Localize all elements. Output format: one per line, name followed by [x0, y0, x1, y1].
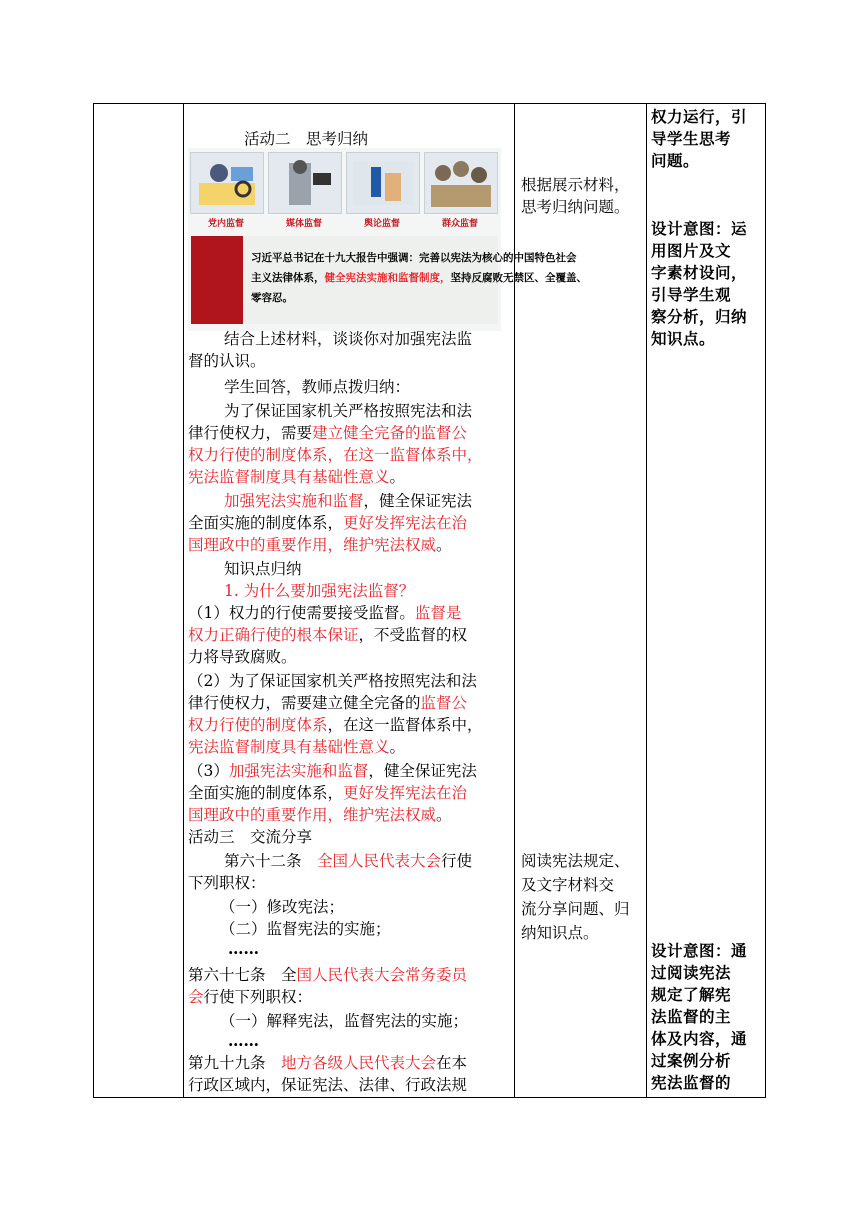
empty-column-cell [94, 104, 184, 1098]
quote-banner [191, 236, 587, 324]
image-label: 舆论监督 [363, 219, 400, 229]
banner-text: 主义法律体系，健全宪法实施和监督制度，坚持反腐败无禁区、全覆盖、 [251, 272, 587, 284]
article-text: 会行使下列职权： [188, 988, 313, 1006]
design-text: 引导学生观 [651, 285, 732, 304]
design-text: 规定了解宪 [651, 985, 732, 1004]
article-text: 第六十二条 全国人民代表大会行使 [224, 852, 473, 870]
student-activity-text: 根据展示材料， [521, 176, 630, 194]
image-label: 群众监督 [441, 219, 478, 229]
article-text: 第六十七条 全国人民代表大会常务委员 [188, 966, 468, 984]
design-text: 体及内容，通 [651, 1029, 748, 1048]
student-activity-text: 思考归纳问题。 [521, 198, 630, 216]
design-text: 察分析，归纳 [651, 307, 748, 326]
knowledge-text: 权力行使的制度体系，在这一监督体系中， [188, 716, 483, 734]
article-text: 行政区域内，保证宪法、法律、行政法规 [188, 1076, 468, 1094]
media-supervision-image [268, 152, 342, 214]
public-opinion-supervision-image [346, 152, 420, 214]
paragraph-text: 权力行使的制度体系，在这一监督体系中， [188, 446, 483, 464]
knowledge-text: 律行使权力，需要建立健全完备的监督公 [188, 694, 468, 712]
article-text: 第九十九条 地方各级人民代表大会在本 [188, 1054, 468, 1072]
knowledge-text: 权力正确行使的根本保证，不受监督的权 [188, 626, 468, 644]
knowledge-text: 宪法监督制度具有基础性意义。 [188, 738, 406, 756]
paragraph-text: 全面实施的制度体系，更好发挥宪法在治 [188, 514, 468, 532]
design-text: 问题。 [651, 151, 700, 170]
knowledge-text: 力将导致腐败。 [188, 648, 297, 666]
paragraph-text: 宪法监督制度具有基础性意义。 [188, 468, 406, 486]
student-activity-text: 纳知识点。 [521, 924, 599, 942]
paragraph-text: 为了保证国家机关严格按照宪法和法 [224, 402, 473, 420]
ellipsis-text: …… [228, 939, 259, 958]
mass-supervision-image [424, 152, 498, 214]
banner-text: 零容忍。 [251, 292, 293, 304]
knowledge-title: 知识点归纳 [224, 560, 302, 578]
lesson-table [93, 103, 766, 1098]
design-text: 设计意图：通 [651, 941, 748, 960]
knowledge-text: 国理政中的重要作用，维护宪法权威。 [188, 806, 452, 824]
article-item: （一）修改宪法； [220, 898, 345, 916]
image-label: 媒体监督 [285, 219, 322, 229]
question-text: 结合上述材料，谈谈你对加强宪法监 [224, 330, 473, 348]
design-text: 过案例分析 [651, 1051, 732, 1070]
knowledge-text: 全面实施的制度体系，更好发挥宪法在治 [188, 784, 468, 802]
image-label: 党内监督 [207, 219, 244, 229]
design-text: 导学生思考 [651, 129, 732, 148]
party-supervision-image [190, 152, 264, 214]
design-text: 设计意图：运 [651, 219, 748, 238]
design-text: 宪法监督的 [651, 1073, 732, 1092]
article-item: （一）解释宪法，监督宪法的实施； [220, 1012, 469, 1030]
student-activity-text: 及文字材料交 [521, 876, 615, 894]
constitution-book-icon [191, 236, 243, 324]
article-item: （二）监督宪法的实施； [220, 920, 391, 938]
design-text: 权力运行，引 [651, 107, 748, 126]
knowledge-text: （1）权力的行使需要接受监督。监督是 [188, 604, 462, 622]
activity-three-title: 活动三 交流分享 [188, 828, 313, 846]
article-text: 下列职权： [188, 874, 266, 892]
question-text: 督的认识。 [188, 352, 266, 370]
paragraph-text: 律行使权力，需要建立健全完备的监督公 [188, 424, 468, 442]
instruction-text: 学生回答，教师点拨归纳： [224, 378, 411, 396]
ellipsis-text: …… [228, 1031, 259, 1050]
design-text: 字素材设问， [651, 263, 748, 282]
knowledge-text: （3）加强宪法实施和监督，健全保证宪法 [188, 762, 477, 780]
design-text: 知识点。 [651, 329, 716, 348]
student-activity-cell [515, 104, 647, 1098]
design-text: 法监督的主 [651, 1007, 732, 1026]
activity-two-title: 活动二 思考归纳 [244, 130, 369, 148]
student-activity-text: 阅读宪法规定、 [521, 852, 630, 870]
paragraph-text: 加强宪法实施和监督，健全保证宪法 [224, 492, 473, 510]
design-intent-cell [647, 104, 766, 1098]
banner-text: 习近平总书记在十九大报告中强调：完善以宪法为核心的中国特色社会 [251, 252, 577, 264]
student-activity-text: 流分享问题、归 [521, 900, 630, 918]
design-text: 过阅读宪法 [651, 963, 732, 982]
knowledge-question: 1. 为什么要加强宪法监督？ [224, 582, 415, 600]
design-text: 用图片及文 [651, 241, 732, 260]
paragraph-text: 国理政中的重要作用，维护宪法权威。 [188, 536, 452, 554]
knowledge-text: （2）为了保证国家机关严格按照宪法和法 [188, 672, 477, 690]
